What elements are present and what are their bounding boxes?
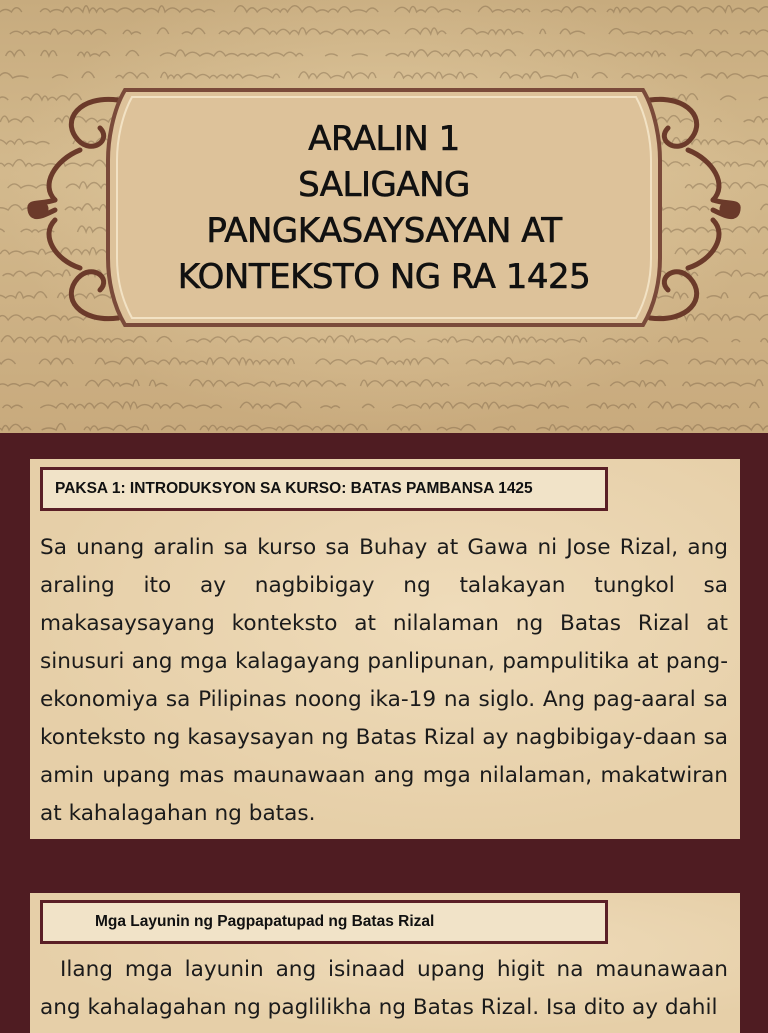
- topic-heading: PAKSA 1: INTRODUKSYON SA KURSO: BATAS PAMBANSA 1425: [55, 480, 533, 497]
- title-line: ARALIN 1: [308, 119, 460, 159]
- title-line: KONTEKSTO NG RA 1425: [177, 257, 591, 297]
- objectives-heading: Mga Layunin ng Pagpapatupad ng Batas Rizal: [95, 913, 435, 930]
- topic-card-2: [30, 893, 740, 1033]
- title-line: PANGKASAYSAYAN AT: [206, 211, 562, 251]
- title-line: SALIGANG: [298, 165, 470, 205]
- lesson-title: [110, 92, 658, 324]
- topic-card-1: [30, 459, 740, 839]
- hero-banner: [0, 0, 768, 433]
- topic-paragraph: Sa unang aralin sa kurso sa Buhay at Gawa ni Jose Rizal, ang araling ito ay nagbibigay ng talakayan tungkol sa makasaysayang konteksto at nilalaman ng Batas Rizal at sinusuri ang mga kalagayang panlipunan, pampulitika at pang-ekonomiya sa Pilipinas noong ika-19 na siglo. Ang pag-aaral sa konteksto ng kasaysayan ng Batas Rizal ay nagbibigay-daan sa amin upang mas maunawaan ang mga nilalaman, makatwiran at kahalagahan ng batas.: [40, 535, 728, 826]
- topic-heading-box: [40, 467, 608, 511]
- objectives-paragraph: Ilang mga layunin ang isinaad upang higit na maunawaan ang kahalagahan ng paglilikha ng Batas Rizal. Isa dito ay dahil: [40, 957, 728, 1020]
- objectives-heading-box: [40, 900, 608, 944]
